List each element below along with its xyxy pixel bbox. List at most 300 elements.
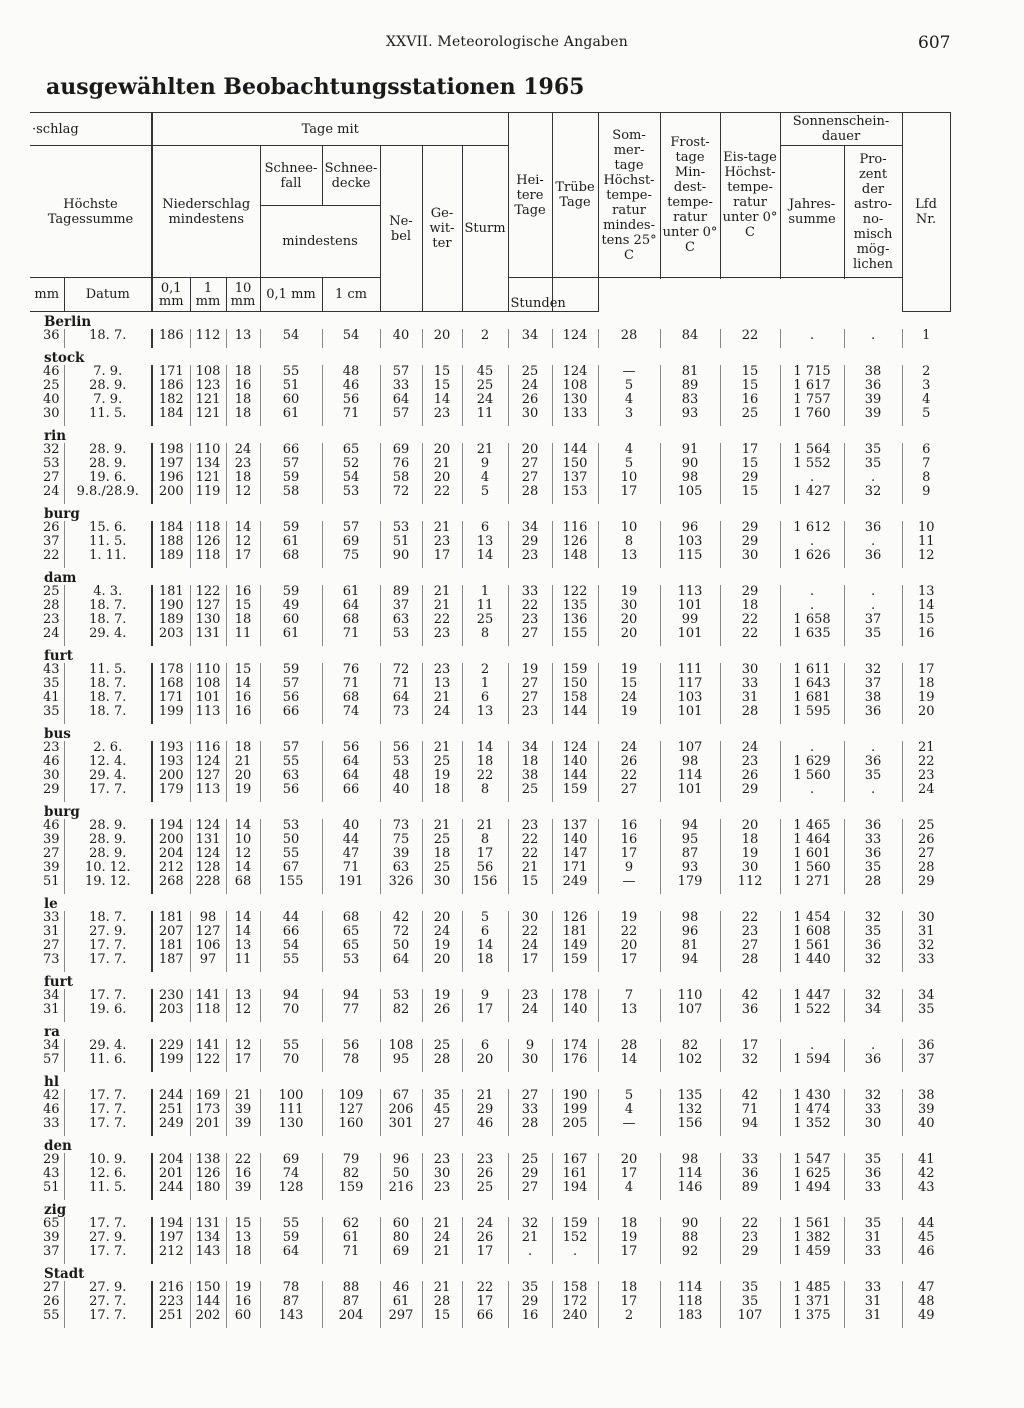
table-cell: 17: [462, 1003, 508, 1022]
table-cell: 28. 9.: [64, 819, 152, 833]
table-row: [30, 1181, 950, 1200]
table-cell: 53: [380, 521, 422, 535]
table-cell: 20: [462, 1053, 508, 1072]
table-cell: 25: [462, 613, 508, 627]
table-cell: 1: [902, 329, 950, 348]
table-row: [30, 379, 950, 393]
table-cell: 16: [508, 1309, 552, 1328]
table-cell: 87: [260, 1295, 322, 1309]
table-cell: 9: [462, 457, 508, 471]
table-cell: 82: [660, 1039, 720, 1053]
table-cell: 56: [322, 741, 380, 755]
header-unit-mm: mm: [30, 278, 64, 312]
table-cell: 5: [598, 1089, 660, 1103]
table-cell: 46: [462, 1117, 508, 1136]
table-cell: 32: [844, 953, 902, 972]
table-cell: 15. 6.: [64, 521, 152, 535]
table-cell: 22: [720, 911, 780, 925]
table-cell: 144: [190, 1295, 226, 1309]
table-cell: 35: [844, 627, 902, 646]
table-cell: 29: [720, 1245, 780, 1264]
table-cell: 31: [42, 924, 60, 939]
table-cell: 103: [660, 691, 720, 705]
table-cell: 5: [462, 485, 508, 504]
table-cell: 14: [226, 819, 260, 833]
table-cell: 23: [422, 663, 462, 677]
table-cell: 17. 7.: [64, 1217, 152, 1231]
table-cell: 26: [902, 833, 950, 847]
table-cell: 30: [902, 911, 950, 925]
table-cell: .: [780, 585, 844, 599]
table-cell: 21: [462, 443, 508, 457]
table-cell: .: [844, 783, 902, 802]
table-row: [30, 1167, 950, 1181]
table-cell: 34: [508, 521, 552, 535]
table-cell: 42: [720, 989, 780, 1003]
table-cell: 196: [152, 471, 190, 485]
table-cell: 55: [42, 1308, 60, 1323]
table-cell: 53: [322, 485, 380, 504]
table-cell: 8: [462, 783, 508, 802]
table-cell: 124: [190, 819, 226, 833]
table-cell: 5: [462, 911, 508, 925]
table-cell: 35: [844, 457, 902, 471]
table-cell: 30: [720, 861, 780, 875]
header-unit-datum: Datum: [64, 278, 152, 312]
table-cell: 23: [226, 457, 260, 471]
table-cell: 25: [422, 833, 462, 847]
table-cell: 65: [322, 443, 380, 457]
table-cell: 159: [552, 783, 598, 802]
table-cell: 52: [322, 457, 380, 471]
table-row: [30, 691, 950, 705]
table-row: [30, 911, 950, 925]
table-cell: 153: [552, 485, 598, 504]
table-cell: 21: [422, 1281, 462, 1295]
table-cell: 11: [226, 953, 260, 972]
table-cell: 27: [508, 691, 552, 705]
table-cell: 65: [322, 939, 380, 953]
table-cell: 1 375: [780, 1309, 844, 1328]
table-cell: 66: [462, 1309, 508, 1328]
table-cell: 21: [422, 1217, 462, 1231]
table-cell: 16: [226, 1167, 260, 1181]
table-cell: 42: [380, 911, 422, 925]
table-cell: 51: [42, 1180, 60, 1195]
station-name: dam: [44, 570, 77, 586]
table-cell: 17. 7.: [64, 783, 152, 802]
table-cell: 203: [152, 627, 190, 646]
table-cell: 197: [152, 1231, 190, 1245]
table-cell: 117: [660, 677, 720, 691]
table-cell: 11. 6.: [64, 1053, 152, 1072]
table-cell: 74: [260, 1167, 322, 1181]
table-cell: 326: [380, 875, 422, 894]
table-cell: 17: [462, 1245, 508, 1264]
table-cell: 32: [844, 989, 902, 1003]
table-cell: 36: [844, 847, 902, 861]
table-cell: 27: [42, 1280, 60, 1295]
header-mindestens: mindestens: [260, 206, 380, 278]
table-cell: 1 629: [780, 755, 844, 769]
table-cell: 26: [42, 1294, 60, 1309]
table-row: [30, 627, 950, 646]
table-cell: 118: [190, 521, 226, 535]
station-row: [30, 1136, 950, 1153]
table-row: [30, 833, 950, 847]
table-cell: 18: [720, 599, 780, 613]
table-cell: 11. 5.: [64, 663, 152, 677]
table-cell: 113: [190, 705, 226, 724]
table-cell: 40: [322, 819, 380, 833]
table-cell: 59: [260, 521, 322, 535]
table-cell: 23: [42, 612, 60, 627]
table-cell: 89: [660, 379, 720, 393]
table-cell: 20: [598, 939, 660, 953]
table-cell: 148: [552, 549, 598, 568]
table-cell: 141: [190, 1039, 226, 1053]
table-cell: 6: [462, 691, 508, 705]
table-cell: 71: [322, 627, 380, 646]
table-cell: 190: [552, 1089, 598, 1103]
station-row: [30, 1072, 950, 1089]
table-cell: 138: [190, 1153, 226, 1167]
table-cell: 46: [42, 1102, 60, 1117]
table-cell: 16: [226, 705, 260, 724]
table-cell: —: [598, 1117, 660, 1136]
table-cell: 30: [42, 768, 60, 783]
table-cell: 88: [322, 1281, 380, 1295]
table-cell: 123: [190, 379, 226, 393]
table-cell: 30: [720, 549, 780, 568]
table-cell: 149: [552, 939, 598, 953]
station-name: furt: [44, 974, 73, 990]
table-cell: 34: [508, 329, 552, 348]
table-cell: 36: [844, 705, 902, 724]
station-row: [30, 1022, 950, 1039]
station-name: rin: [44, 428, 67, 444]
table-cell: 24: [42, 484, 60, 499]
table-cell: 13: [226, 989, 260, 1003]
table-cell: 15: [720, 379, 780, 393]
table-cell: 20: [422, 953, 462, 972]
table-cell: 43: [42, 1166, 60, 1181]
table-cell: 32: [844, 485, 902, 504]
table-cell: 111: [660, 663, 720, 677]
table-cell: 18: [422, 847, 462, 861]
table-cell: 22: [508, 847, 552, 861]
table-cell: 101: [660, 627, 720, 646]
table-cell: 19: [598, 663, 660, 677]
table-cell: 88: [660, 1231, 720, 1245]
header-unit-1mm: 1 mm: [190, 278, 226, 312]
table-cell: 35: [42, 676, 60, 691]
table-cell: 131: [190, 833, 226, 847]
table-row: [30, 1295, 950, 1309]
table-cell: 48: [380, 769, 422, 783]
weather-table: [30, 112, 951, 1328]
table-cell: 126: [190, 535, 226, 549]
table-cell: 5: [598, 379, 660, 393]
table-cell: 197: [152, 457, 190, 471]
table-cell: 19: [598, 705, 660, 724]
table-cell: 137: [552, 819, 598, 833]
table-cell: 27: [902, 847, 950, 861]
table-cell: 29: [42, 782, 60, 797]
table-cell: 63: [380, 861, 422, 875]
table-row: [30, 1245, 950, 1264]
table-cell: 46: [380, 1281, 422, 1295]
table-cell: 35: [902, 1003, 950, 1022]
table-cell: 14: [226, 925, 260, 939]
table-cell: 94: [660, 819, 720, 833]
table-cell: 143: [260, 1309, 322, 1328]
table-cell: 102: [660, 1053, 720, 1072]
table-cell: 18: [226, 613, 260, 627]
table-cell: 21: [462, 819, 508, 833]
table-cell: 106: [190, 939, 226, 953]
table-cell: 19. 6.: [64, 1003, 152, 1022]
table-cell: 146: [660, 1181, 720, 1200]
table-cell: 1 352: [780, 1117, 844, 1136]
table-cell: 43: [902, 1181, 950, 1200]
table-cell: 201: [190, 1117, 226, 1136]
table-cell: 95: [380, 1053, 422, 1072]
table-cell: 33: [844, 1181, 902, 1200]
table-cell: 17: [598, 1167, 660, 1181]
table-row: [30, 599, 950, 613]
table-cell: 127: [190, 925, 226, 939]
table-cell: 23: [422, 1153, 462, 1167]
table-cell: 15: [598, 677, 660, 691]
table-cell: 32: [844, 911, 902, 925]
table-cell: 50: [260, 833, 322, 847]
table-cell: 38: [902, 1089, 950, 1103]
table-cell: 23: [42, 740, 60, 755]
table-cell: 38: [508, 769, 552, 783]
table-cell: 158: [552, 1281, 598, 1295]
table-cell: 24: [42, 626, 60, 641]
table-cell: 11. 5.: [64, 407, 152, 426]
table-cell: 207: [152, 925, 190, 939]
table-cell: 17: [508, 953, 552, 972]
table-cell: 21: [422, 521, 462, 535]
table-cell: 20: [902, 705, 950, 724]
table-cell: 57: [260, 677, 322, 691]
table-cell: 26: [508, 393, 552, 407]
table-cell: 23: [422, 627, 462, 646]
table-cell: 17. 7.: [64, 1117, 152, 1136]
table-cell: 32: [42, 442, 60, 457]
table-cell: 17. 7.: [64, 989, 152, 1003]
table-cell: 23: [902, 769, 950, 783]
table-cell: 19: [902, 691, 950, 705]
table-cell: 61: [260, 627, 322, 646]
table-cell: 39: [226, 1117, 260, 1136]
table-cell: 44: [322, 833, 380, 847]
table-cell: 134: [190, 457, 226, 471]
table-cell: .: [508, 1245, 552, 1264]
table-cell: 111: [260, 1103, 322, 1117]
table-cell: 21: [226, 1089, 260, 1103]
table-cell: 155: [552, 627, 598, 646]
table-cell: 23: [508, 549, 552, 568]
table-cell: 10: [598, 521, 660, 535]
table-cell: 13: [462, 535, 508, 549]
table-cell: 15: [508, 875, 552, 894]
table-cell: 30: [422, 1167, 462, 1181]
table-row: [30, 521, 950, 535]
table-cell: 126: [552, 911, 598, 925]
table-cell: 29. 4.: [64, 627, 152, 646]
table-row: [30, 1039, 950, 1053]
table-cell: .: [844, 599, 902, 613]
table-cell: 6: [462, 925, 508, 939]
station-row: [30, 1200, 950, 1217]
table-cell: 35: [720, 1281, 780, 1295]
table-cell: 68: [260, 549, 322, 568]
table-cell: 23: [508, 613, 552, 627]
table-cell: 18: [462, 755, 508, 769]
table-cell: 113: [660, 585, 720, 599]
table-cell: 74: [322, 705, 380, 724]
table-cell: 159: [552, 1217, 598, 1231]
table-cell: 156: [462, 875, 508, 894]
table-cell: 80: [380, 1231, 422, 1245]
table-cell: 21: [422, 819, 462, 833]
table-cell: 54: [260, 939, 322, 953]
table-cell: 1 271: [780, 875, 844, 894]
table-cell: 181: [152, 939, 190, 953]
table-cell: 17: [598, 1295, 660, 1309]
table-cell: 22: [42, 548, 60, 563]
table-cell: 18: [226, 471, 260, 485]
table-cell: 93: [660, 407, 720, 426]
table-cell: 71: [380, 677, 422, 691]
table-cell: 23: [508, 705, 552, 724]
station-row: [30, 1264, 950, 1281]
table-cell: 68: [322, 691, 380, 705]
station-row: [30, 894, 950, 911]
table-cell: 113: [190, 783, 226, 802]
table-cell: 24: [462, 393, 508, 407]
table-cell: 36: [844, 549, 902, 568]
table-cell: 35: [844, 861, 902, 875]
table-cell: 30: [508, 407, 552, 426]
table-cell: 98: [660, 755, 720, 769]
table-cell: 32: [902, 939, 950, 953]
table-cell: 12: [226, 485, 260, 504]
table-cell: 24: [720, 741, 780, 755]
table-cell: 31: [720, 691, 780, 705]
table-cell: 18: [462, 953, 508, 972]
table-cell: 135: [660, 1089, 720, 1103]
table-cell: 98: [660, 1153, 720, 1167]
table-cell: 55: [260, 847, 322, 861]
table-cell: 101: [190, 691, 226, 705]
table-cell: 94: [260, 989, 322, 1003]
table-cell: 21: [462, 1089, 508, 1103]
table-cell: 22: [226, 1153, 260, 1167]
table-cell: 36: [902, 1039, 950, 1053]
table-cell: 112: [720, 875, 780, 894]
table-cell: 11. 5.: [64, 1181, 152, 1200]
table-cell: 251: [152, 1309, 190, 1328]
table-cell: 26: [720, 769, 780, 783]
table-cell: 201: [152, 1167, 190, 1181]
table-cell: 150: [552, 677, 598, 691]
table-cell: 11: [462, 599, 508, 613]
table-cell: 39: [226, 1103, 260, 1117]
station-name: bus: [44, 726, 71, 742]
table-cell: 28: [598, 1039, 660, 1053]
table-cell: 18. 7.: [64, 677, 152, 691]
table-cell: 18. 7.: [64, 691, 152, 705]
table-cell: 63: [260, 769, 322, 783]
table-cell: 121: [190, 471, 226, 485]
table-cell: 71: [322, 677, 380, 691]
table-cell: 24: [508, 1003, 552, 1022]
table-cell: 39: [42, 832, 60, 847]
table-cell: 55: [260, 1039, 322, 1053]
table-cell: 94: [660, 953, 720, 972]
table-row: [30, 1231, 950, 1245]
table-cell: 12: [226, 535, 260, 549]
table-cell: 14: [462, 741, 508, 755]
table-cell: 17. 7.: [64, 1103, 152, 1117]
table-row: [30, 939, 950, 953]
table-cell: 17. 7.: [64, 1309, 152, 1328]
table-cell: 9: [902, 485, 950, 504]
table-cell: 19: [422, 989, 462, 1003]
table-cell: 108: [190, 677, 226, 691]
table-cell: 127: [322, 1103, 380, 1117]
station-row: [30, 504, 950, 521]
table-row: [30, 457, 950, 471]
table-cell: 29: [508, 1167, 552, 1181]
table-cell: 71: [322, 861, 380, 875]
table-cell: 127: [190, 599, 226, 613]
table-cell: 76: [322, 663, 380, 677]
table-cell: 18: [226, 741, 260, 755]
table-cell: 144: [552, 705, 598, 724]
table-cell: 169: [190, 1089, 226, 1103]
table-cell: 178: [152, 663, 190, 677]
table-cell: 18: [598, 1217, 660, 1231]
table-cell: 69: [380, 443, 422, 457]
table-cell: 1 658: [780, 613, 844, 627]
table-cell: 126: [190, 1167, 226, 1181]
table-cell: 21: [508, 861, 552, 875]
table-cell: 73: [380, 819, 422, 833]
table-cell: 61: [380, 1295, 422, 1309]
table-cell: 1 459: [780, 1245, 844, 1264]
table-cell: 152: [552, 1231, 598, 1245]
table-cell: 14: [226, 521, 260, 535]
table-cell: 20: [422, 471, 462, 485]
table-cell: 64: [322, 599, 380, 613]
table-cell: 15: [422, 365, 462, 379]
table-cell: 71: [720, 1103, 780, 1117]
table-row: [30, 549, 950, 568]
table-cell: 172: [552, 1295, 598, 1309]
table-cell: 18: [226, 407, 260, 426]
table-row: [30, 861, 950, 875]
table-cell: 71: [322, 407, 380, 426]
table-cell: 30: [422, 875, 462, 894]
table-cell: 4. 3.: [64, 585, 152, 599]
table-cell: 94: [720, 1117, 780, 1136]
